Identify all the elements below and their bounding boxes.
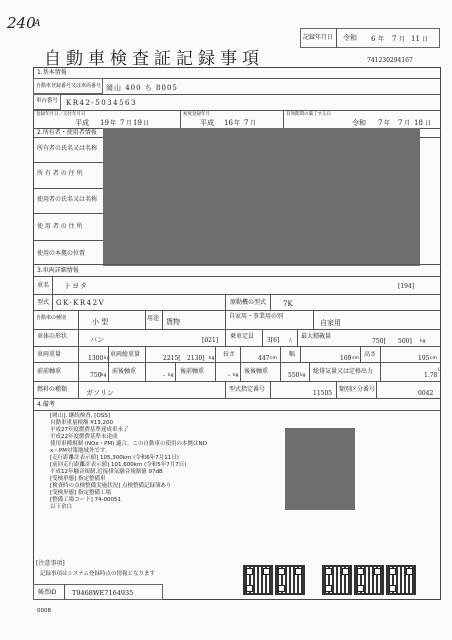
remark-line: 平成12年騒音規制,近接排気騒音規制値 97dB (50, 469, 163, 475)
month-char: 月 (399, 36, 406, 43)
remark-line: 平成22年度燃費基準未達成 (50, 434, 118, 440)
remark-line: [受検形態] 指定整備車 (50, 476, 106, 482)
chassis-label: 車台番号 (36, 98, 59, 104)
year-char: 年 (110, 120, 117, 127)
kind-value: 小 型 (92, 318, 109, 326)
class-number-value: 0042 (418, 390, 434, 397)
fr-unit: kg (168, 373, 174, 378)
engine-label: 原動機の型式 (230, 299, 267, 306)
record-date-year: 6 (371, 35, 376, 43)
ff-unit: kg (101, 373, 107, 378)
record-date-month: 7 (392, 35, 397, 43)
day-char: 日 (422, 36, 429, 43)
displacement-value: 1.78 (424, 372, 438, 379)
remark-line: 使用車種規制 (NOx・PM) 適合。この自動車の使用の本拠はNO (50, 441, 207, 447)
front-front-axle-label: 前前軸重 (37, 368, 62, 375)
remark-line: [岡山], 継続検査, [OSS] (50, 413, 110, 419)
document-number: 741230294167 (367, 57, 413, 64)
year-char: 年 (234, 120, 241, 127)
redacted-owner-info (103, 128, 420, 266)
fuel-label: 燃料の種類 (37, 386, 68, 393)
private-value: 自家用 (320, 319, 341, 327)
redacted-stamp (285, 428, 355, 510)
first-reg-era: 平成 (200, 119, 214, 127)
remark-line: x・PM対策地域外です。 (50, 448, 111, 454)
document-title: 自動車検査証記録事項 (44, 49, 264, 69)
engine-value: 7K (283, 300, 293, 308)
notes-header: [注意事項] (36, 560, 65, 567)
remark-line: [前回走行距離計表示値] 101,600km (令和5年7月7日) (50, 462, 187, 468)
reg-date-day: 19 (133, 119, 142, 127)
type-number-label: 型式指定番号 (229, 386, 266, 393)
rear-front-axle-value: - (228, 372, 231, 379)
first-reg-year: 16 (224, 119, 233, 127)
capacity-label: 乗車定員 (230, 333, 255, 340)
use-label: 用途 (147, 315, 160, 322)
max-load-value2: 500] (398, 338, 412, 345)
reg-number-label: 自動車登録番号又は車両番号 (36, 83, 102, 89)
section1-header: 1.基本情報 (37, 69, 67, 76)
page-code: 0008 (37, 608, 51, 614)
length-unit: cm (270, 356, 277, 361)
remarks-list (50, 413, 207, 511)
reg-date-month: 7 (120, 119, 125, 127)
year-char: 年 (378, 36, 385, 43)
use-value: 貨物 (166, 318, 180, 326)
day-char: 日 (143, 120, 150, 127)
displacement-label: 総排気量又は定格出力 (313, 368, 374, 375)
front-rear-axle-label: 前後軸重 (112, 368, 137, 375)
length-label: 長さ (223, 351, 236, 358)
shape-code: [021] (202, 337, 219, 344)
first-reg-label: 登録年月日／交付年月日 (36, 112, 86, 117)
capacity-unit: 人 (288, 339, 293, 344)
maker-value: トヨタ (64, 282, 88, 290)
gross-weight-value2: 2130] (187, 355, 205, 362)
reg-number-value: 岡山 400 ち 8005 (106, 84, 178, 92)
weight-value: 1300 (88, 355, 104, 362)
reg-date-era: 平成 (75, 119, 89, 127)
height-unit: cm (430, 356, 437, 361)
record-date-label: 記録年月日 (303, 34, 334, 41)
rf-unit: kg (233, 373, 239, 378)
section2-header: 2.所有者・使用者情報 (37, 129, 97, 136)
reg-date-year: 19 (100, 119, 109, 127)
kind-label: 自動車の種別 (36, 315, 67, 321)
remark-line: [走行距離計表示値] 105,300km (令和6年7月11日) (50, 455, 179, 461)
qr-code-icon (386, 565, 416, 595)
notes-text: 記録事項はシステム登録時点の情報となります (40, 571, 155, 577)
rear-rear-axle-value: 550 (288, 372, 300, 379)
owner-address-label: 所 有 者 の 住 所 (37, 170, 83, 177)
handwritten-number: 240 (7, 14, 36, 32)
qr-code-icon (275, 565, 305, 595)
expiry-month: 7 (398, 119, 403, 127)
front-rear-axle-value: - (163, 372, 166, 379)
chassis-value: KR42-5034563 (66, 99, 137, 107)
width-label: 幅 (289, 351, 296, 358)
month-char: 月 (250, 120, 257, 127)
shape-label: 車体の形状 (37, 333, 68, 340)
private-label: 自家用・事業用の別 (229, 313, 284, 320)
rear-rear-axle-label: 後後軸重 (244, 368, 269, 375)
form-id-value: T9468WE7164935 (72, 589, 134, 597)
base-location-label: 使用の本拠の位置 (37, 250, 86, 257)
expiry-day: 18 (414, 119, 423, 127)
class-number-label: 類別区分番号 (339, 386, 376, 393)
day-char: 日 (425, 120, 432, 127)
first-reg-month: 7 (244, 119, 249, 127)
remark-line: 平成27年度燃費基準達成車未了 (50, 427, 129, 433)
gross-weight-unit: kg (209, 356, 215, 361)
month-char: 月 (404, 120, 411, 127)
gross-weight-value: 2215[ (163, 355, 181, 362)
max-load-value: 750[ (372, 338, 386, 345)
max-load-unit: kg (420, 339, 426, 344)
section3-header: 3.車両詳細情報 (37, 267, 79, 274)
first-reg-month-label: 初度登録年月 (183, 112, 210, 117)
remark-line: [検査時の点検整備実施状況] 点検整備記録簿あり (50, 483, 172, 489)
user-name-label: 使用者の氏名又は名称 (37, 196, 98, 203)
length-value: 447 (258, 355, 270, 362)
maker-label: 車名 (37, 282, 50, 289)
remark-line: 以下余白 (50, 504, 73, 510)
weight-unit: kg (104, 356, 110, 361)
model-value: GK-KR42V (56, 299, 106, 307)
section4-header: 4.備考 (37, 401, 55, 408)
rr-unit: kg (300, 373, 306, 378)
remark-line: 自動車重量税額 ¥13,200 (50, 420, 113, 426)
expiry-year: 7 (378, 119, 383, 127)
capacity-value: 3[6] (267, 337, 280, 344)
expiry-label: 有効期間の満了する日 (286, 112, 331, 117)
qr-code-icon (354, 565, 384, 595)
max-load-label: 最大積載量 (301, 333, 332, 340)
weight-label: 車両重量 (37, 351, 62, 358)
user-address-label: 使 用 者 の 住 所 (37, 223, 83, 230)
displacement-unit: L (438, 368, 441, 373)
type-number-value: 11505 (313, 390, 333, 397)
rear-front-axle-label: 後前軸重 (180, 368, 205, 375)
width-value: 169 (340, 355, 352, 362)
model-label: 型式 (37, 299, 50, 306)
fuel-value: ガソリン (86, 389, 114, 397)
qr-code-icon (243, 565, 273, 595)
shape-value: バン (90, 336, 104, 344)
maker-code: [194] (398, 283, 415, 290)
width-unit: cm (352, 356, 359, 361)
remark-line: [受検形態] 指定整備工場 (50, 490, 112, 496)
height-value: 195 (418, 355, 430, 362)
remark-line: [整備工場コード] 74-00051 (50, 497, 122, 503)
year-char: 年 (384, 120, 391, 127)
qr-code-icon (322, 565, 352, 595)
owner-name-label: 所有者の氏名又は名称 (37, 145, 98, 152)
expiry-era: 令和 (352, 119, 366, 127)
gross-weight-label: 車両総重量 (110, 351, 141, 358)
front-front-axle-value: 750 (90, 372, 102, 379)
record-date-day: 11 (411, 35, 420, 43)
height-label: 高さ (364, 351, 377, 358)
handwritten-letter: A (34, 19, 41, 29)
month-char: 月 (126, 120, 133, 127)
form-id-label: 帳票ID (38, 589, 57, 596)
record-date-era: 令和 (343, 34, 357, 42)
